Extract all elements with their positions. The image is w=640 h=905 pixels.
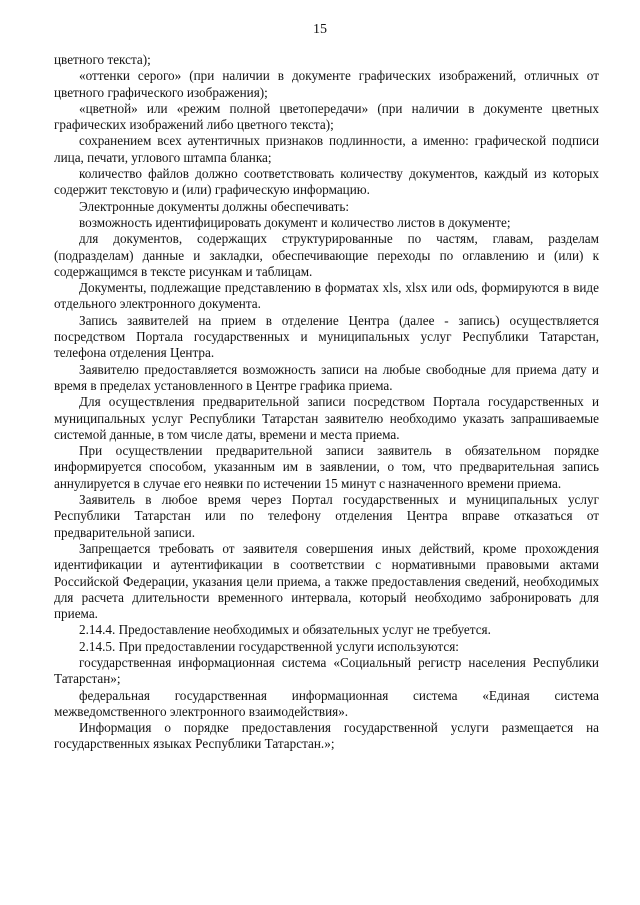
paragraph: Информация о порядке предоставления государственной услуги размещается на государственных языках Республики Татарстан.»; bbox=[54, 720, 599, 752]
paragraph: для документов, содержащих структурированные по частям, главам, разделам (подразделам) данные и закладки, обеспечивающие переходы по оглавлению и (или) к содержащимся в тексте рисункам и таблицам. bbox=[54, 231, 599, 279]
paragraph: Заявитель в любое время через Портал государственных и муниципальных услуг Республики Татарстан или по телефону отделения Центра вправе отказаться от предварительной записи. bbox=[54, 492, 599, 540]
paragraph: Запись заявителей на прием в отделение Центра (далее - запись) осуществляется посредством Портала государственных и муниципальных услуг Республики Татарстан, телефона отделения Центра. bbox=[54, 312, 599, 361]
paragraph: «цветной» или «режим полной цветопередачи» (при наличии в документе цветных графических изображений либо цветного текста); bbox=[54, 100, 599, 133]
document-body bbox=[54, 52, 599, 753]
paragraph: «оттенки серого» (при наличии в документе графических изображений, отличных от цветного графического изображения); bbox=[54, 68, 599, 100]
paragraph: 2.14.5. При предоставлении государственной услуги используются: bbox=[79, 638, 459, 654]
paragraph: При осуществлении предварительной записи заявитель в обязательном порядке информируется способом, указанным им в заявлении, о том, что предварительная запись аннулируется в случае его неявки по истечении 15 минут с назначенного времени приема. bbox=[54, 443, 599, 491]
paragraph: Документы, подлежащие представлению в форматах xls, xlsx или ods, формируются в виде отдельного электронного документа. bbox=[54, 280, 599, 312]
paragraph: Электронные документы должны обеспечивать: bbox=[79, 198, 350, 214]
paragraph: федеральная государственная информационная система «Единая система межведомственного электронного взаимодействия». bbox=[54, 687, 599, 719]
paragraph: цветного текста); bbox=[54, 52, 151, 67]
paragraph: количество файлов должно соответствовать количеству документов, каждый из которых содержит текстовую и (или) графическую информацию. bbox=[54, 166, 599, 198]
paragraph: Заявителю предоставляется возможность записи на любые свободные для приема дату и время в пределах установленного в Центре графика приема. bbox=[54, 361, 599, 393]
paragraph: государственная информационная система «Социальный регистр населения Республики Татарстан»; bbox=[54, 654, 599, 687]
page-number: 15 bbox=[313, 22, 327, 37]
paragraph: возможность идентифицировать документ и количество листов в документе; bbox=[79, 214, 511, 230]
paragraph: 2.14.4. Предоставление необходимых и обязательных услуг не требуется. bbox=[79, 622, 491, 638]
paragraph: Запрещается требовать от заявителя совершения иных действий, кроме прохождения идентификации и аутентификации в соответствии с нормативными правовыми актами Российской Федерации, указания цели приема, а также предоставления сведений, необходимых для расчета длительности временного интервала, который необходимо забронировать для приема. bbox=[54, 540, 599, 622]
paragraph: Для осуществления предварительной записи посредством Портала государственных и муниципальных услуг Республики Татарстан заявителю необходимо указать запрашиваемые системой данные, в том числе даты, времени и места приема. bbox=[54, 394, 599, 442]
paragraph: сохранением всех аутентичных признаков подлинности, а именно: графической подписи лица, печати, углового штампа бланка; bbox=[54, 133, 599, 165]
